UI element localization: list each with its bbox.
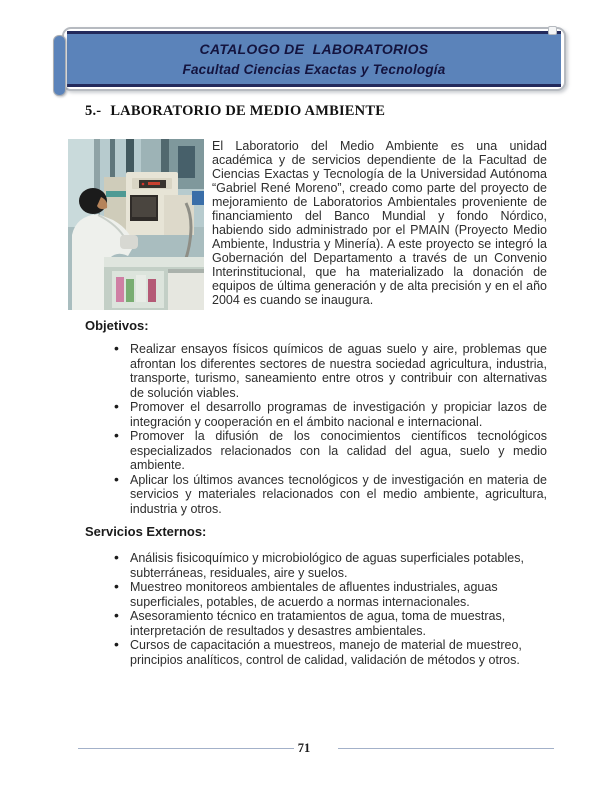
- banner-frame: [62, 27, 566, 91]
- banner-side-tab: [53, 35, 66, 96]
- page-number: 71: [297, 740, 311, 755]
- banner-notch: [548, 26, 557, 35]
- servicio-item-1: • Análisis fisicoquímico y microbiológico de aguas superficiales potables, subterráneas, residuales, aire y suelos.: [85, 551, 547, 580]
- objetivos-heading: Objetivos:: [85, 318, 149, 333]
- servicios-list: [85, 551, 547, 667]
- intro-block: [68, 139, 547, 310]
- servicio-item-2: • Muestreo monitoreos ambientales de afluentes industriales, aguas superficiales, potables, de acuerdo a normas internacionales.: [85, 580, 547, 609]
- section-title: LABORATORIO DE MEDIO AMBIENTE: [110, 103, 386, 119]
- intro-paragraph: El Laboratorio del Medio Ambiente es una unidad académica y de servicios dependiente de la Facultad de Ciencias Exactas y Tecnología de la Universidad Autónoma “Gabriel René Moreno”, creado como parte del proyecto de mejoramiento de Laboratorios Ambientales proveniente de financiamiento del Banco Mundial y fondo Nórdico, habiendo sido administrado por el PMAIN (Proyecto Medio Ambiente, Industria y Minería). A este proyecto se integró la Gobernación del Departamento a través de un Convenio Interinstitucional, que ha materializado la donación de equipos de última generación y de alta precisión y en el año 2004 es cuando se inaugura.: [212, 139, 547, 307]
- servicio-item-4: • Cursos de capacitación a muestreos, manejo de material de muestreo, principios analíticos, control de calidad, validación de métodos y otros.: [85, 638, 547, 667]
- objetivo-item-4: • Aplicar los últimos avances tecnológicos y de investigación en materia de servicios y materiales relacionados con el medio ambiente, agricultura, industria y otros.: [85, 473, 547, 517]
- objetivo-item-3: • Promover la difusión de los conocimientos científicos tecnológicos especializados relacionados con la calidad del agua, suelo y medio ambiente.: [85, 429, 547, 473]
- banner-blue-bar: [67, 31, 561, 87]
- footer-rule-left: [78, 748, 294, 749]
- servicio-item-3: • Asesoramiento técnico en tratamientos de agua, toma de muestras, interpretación de resultados y desastres ambientales.: [85, 609, 547, 638]
- footer-rule-right: [338, 748, 554, 749]
- section-number: 5.-: [85, 103, 102, 119]
- objetivos-list: [85, 342, 547, 516]
- section-heading: [85, 103, 385, 120]
- faculty-subtitle: Facultad Ciencias Exactas y Tecnología: [182, 62, 446, 77]
- page-footer: [78, 741, 554, 755]
- objetivo-item-2: • Promover el desarrollo programas de investigación y propiciar lazos de integración y cooperación en el ámbito nacional e internacional.: [85, 400, 547, 429]
- header-banner: [53, 27, 566, 95]
- objetivo-item-1: • Realizar ensayos físicos químicos de aguas suelo y aire, problemas que afrontan los diferentes sectores de nuestra sociedad agricultura, industria, transporte, turismo, saneamiento entre otros y contribuir con alternativas de solución viables.: [85, 342, 547, 400]
- catalog-title: CATALOGO DE LABORATORIOS: [199, 41, 429, 57]
- servicios-heading: Servicios Externos:: [85, 524, 207, 539]
- laboratory-photo: [68, 139, 204, 310]
